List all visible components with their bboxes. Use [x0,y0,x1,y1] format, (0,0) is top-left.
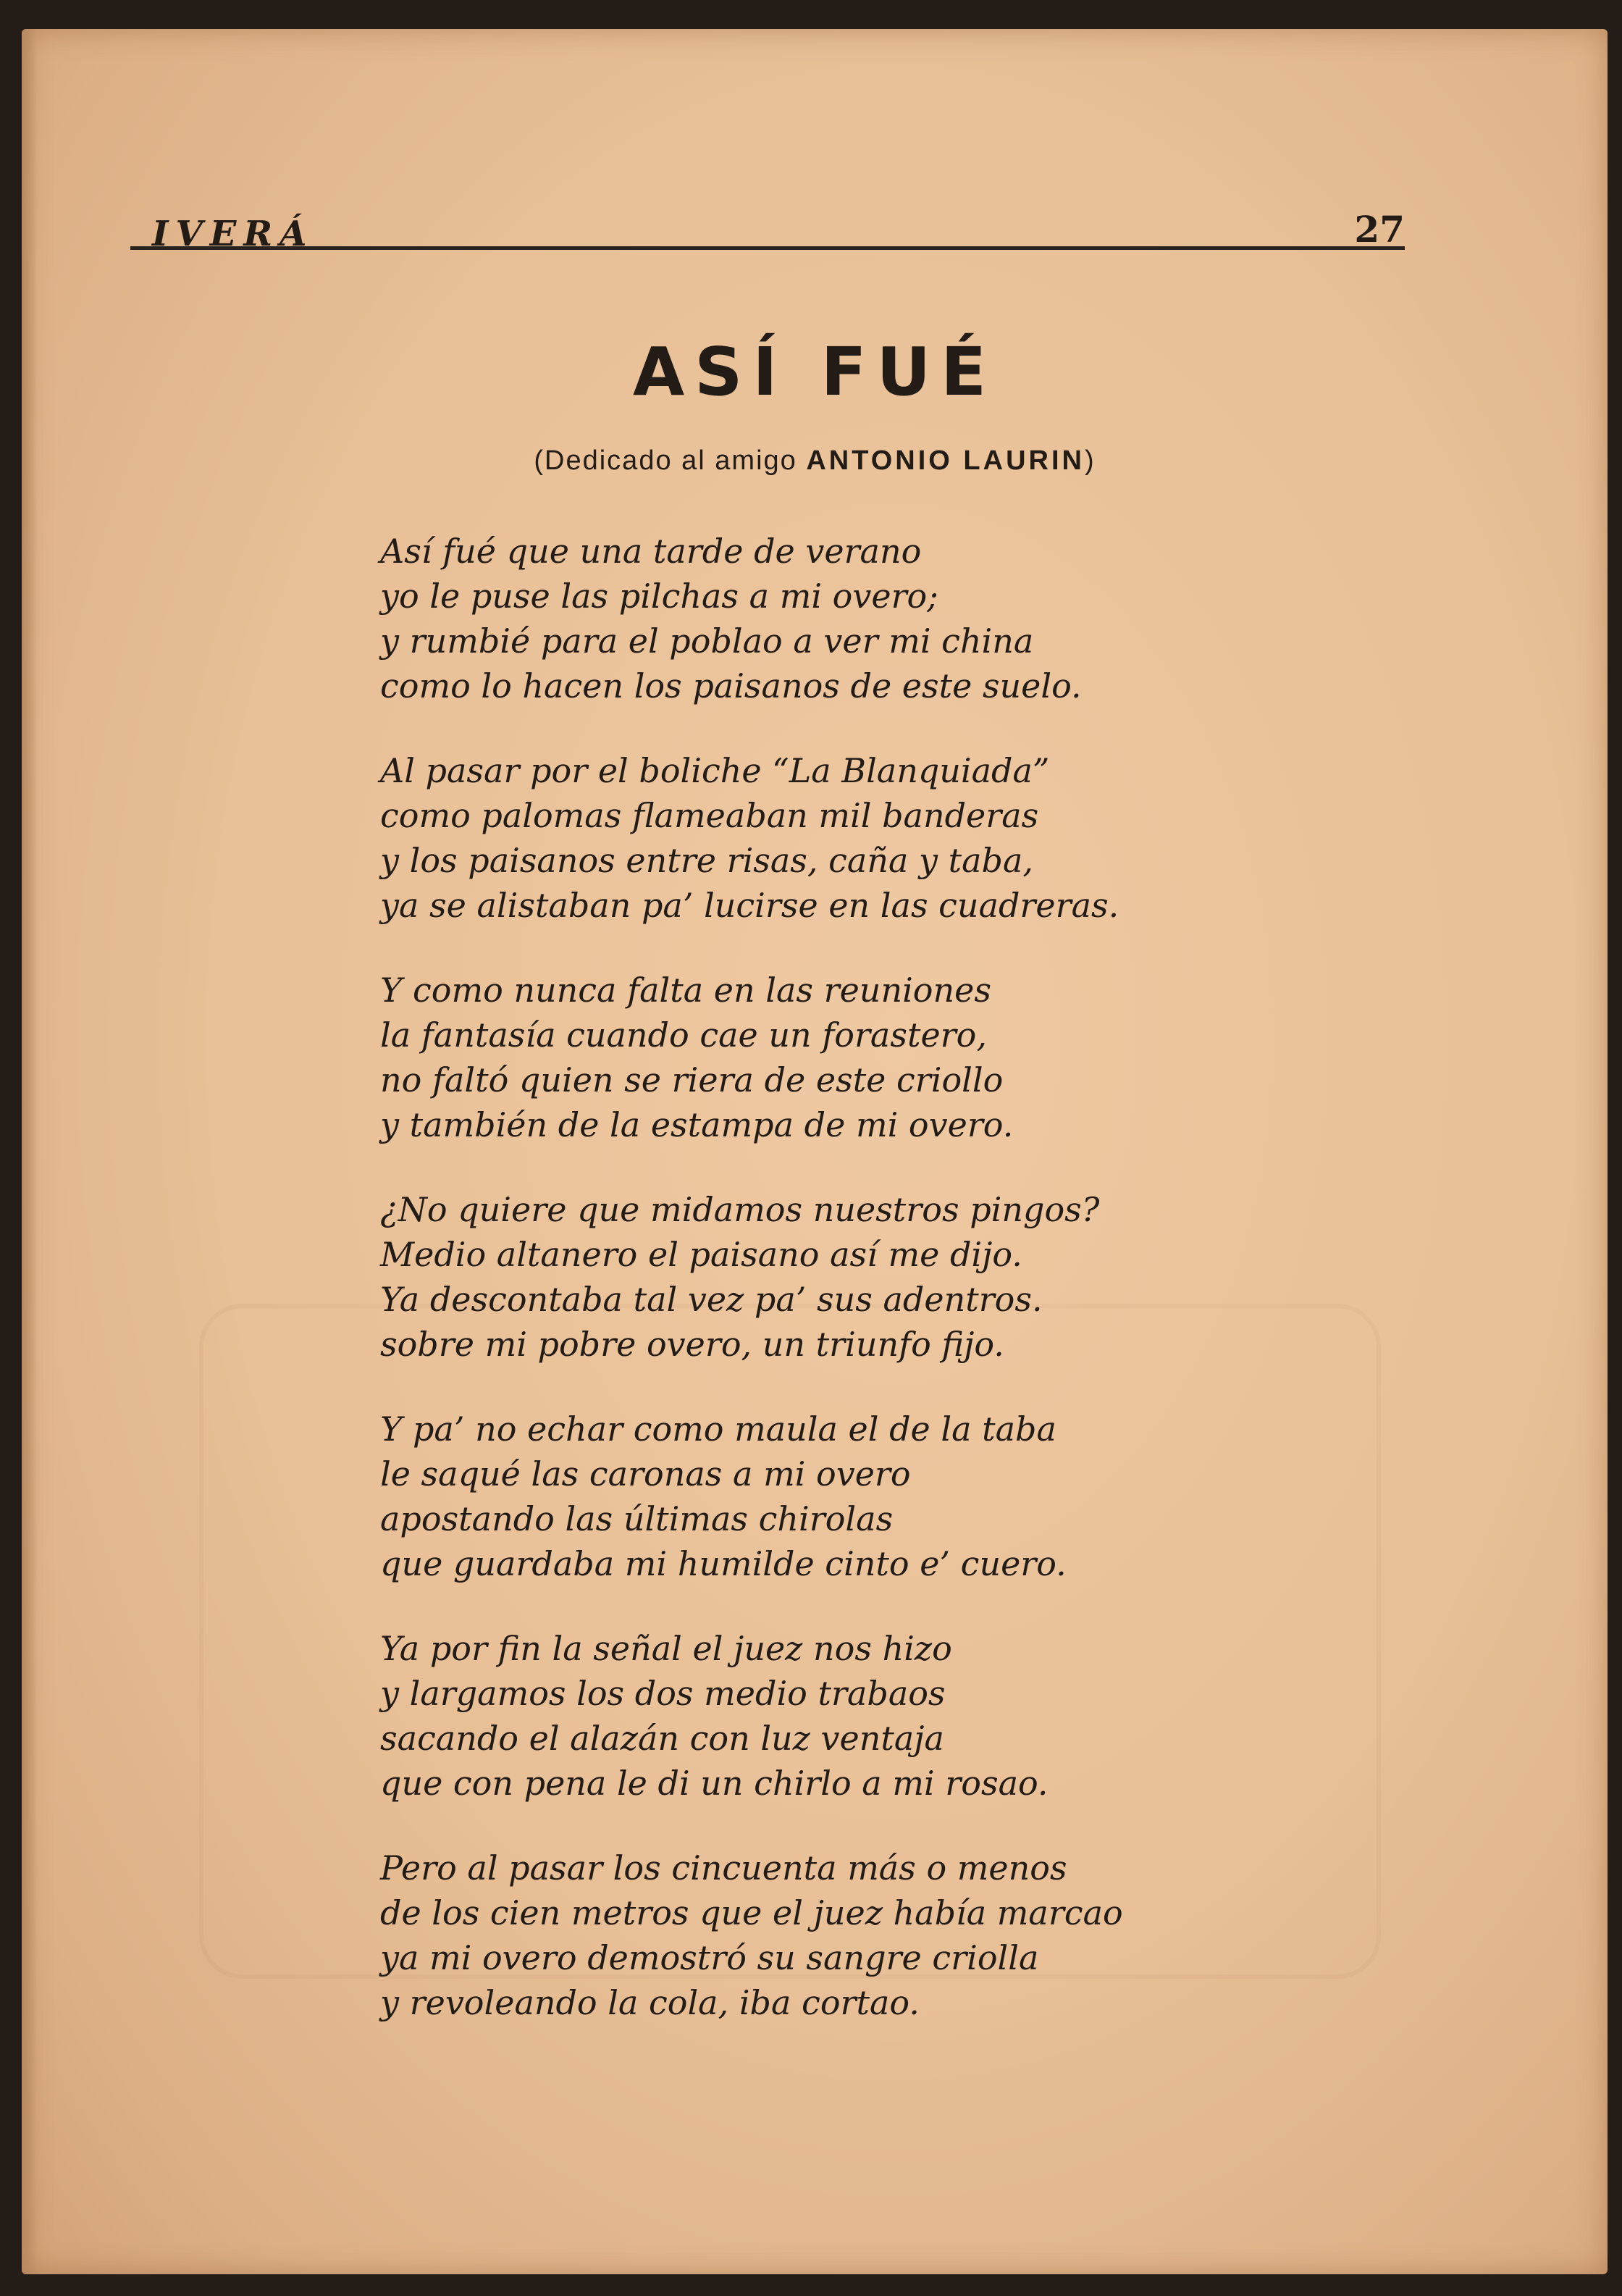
poem-line: la fantasía cuando cae un forastero, [380,1015,987,1055]
poem-line: no faltó quien se riera de este criollo [380,1060,1004,1099]
poem-line: Medio altanero el paisano así me dijo. [380,1235,1022,1274]
poem-line: y rumbié para el poblao a ver mi china [380,621,1034,661]
poem-line: ya se alistaban pa’ lucirse en las cuadreras. [380,886,1119,925]
book-page [22,29,1608,2274]
dedication [22,445,1608,477]
poem-line: apostando las últimas chirolas [380,1499,894,1538]
running-head [130,192,1405,254]
running-head-title: IVERÁ [152,214,314,254]
poem-line: Pero al pasar los cincuenta más o menos [380,1848,1067,1888]
poem-line: y los paisanos entre risas, caña y taba, [380,841,1034,880]
stanza [380,1187,1539,1367]
poem-line: que guardaba mi humilde cinto e’ cuero. [380,1544,1067,1583]
poem-line: ¿No quiere que midamos nuestros pingos? [380,1190,1100,1229]
poem-body [380,529,1539,2065]
poem-line: y revoleando la cola, iba cortao. [380,1983,920,2022]
poem-line: de los cien metros que el juez había marcao [380,1893,1123,1932]
poem-title: ASÍ FUÉ [632,333,997,411]
poem-line: Y como nunca falta en las reuniones [380,971,991,1010]
poem-line: Ya por fin la señal el juez nos hizo [380,1629,952,1668]
poem-line: que con pena le di un chirlo a mi rosao. [380,1764,1049,1803]
poem-line: sobre mi pobre overo, un triunfo fijo. [380,1325,1004,1364]
poem-line: yo le puse las pilchas a mi overo; [380,577,938,616]
poem-line: le saqué las caronas a mi overo [380,1454,911,1493]
dedication-prefix: (Dedicado al amigo [534,445,797,476]
stanza [380,1845,1539,2025]
poem-line: y también de la estampa de mi overo. [380,1105,1014,1144]
stanza [380,968,1539,1147]
poem-line: y largamos los dos medio trabaos [380,1674,946,1713]
stanza [380,1626,1539,1806]
poem-line: como palomas flameaban mil banderas [380,796,1039,835]
poem-line: ya mi overo demostró su sangre criolla [380,1938,1039,1977]
dedication-name: ANTONIO LAURIN [806,445,1085,476]
stanza [380,529,1539,708]
poem-line: Y pa’ no echar como maula el de la taba [380,1409,1056,1449]
dedication-suffix: ) [1084,445,1096,476]
stanza [380,1407,1539,1586]
poem-line: Así fué que una tarde de verano [380,532,922,571]
poem-line: como lo hacen los paisanos de este suelo. [380,666,1082,705]
poem-line: Ya descontaba tal vez pa’ sus adentros. [380,1280,1043,1319]
poem-line: sacando el alazán con luz ventaja [380,1719,944,1758]
poem-line: Al pasar por el boliche “La Blanquiada” [380,751,1050,790]
stanza [380,748,1539,928]
page-number: 27 [1354,208,1405,251]
